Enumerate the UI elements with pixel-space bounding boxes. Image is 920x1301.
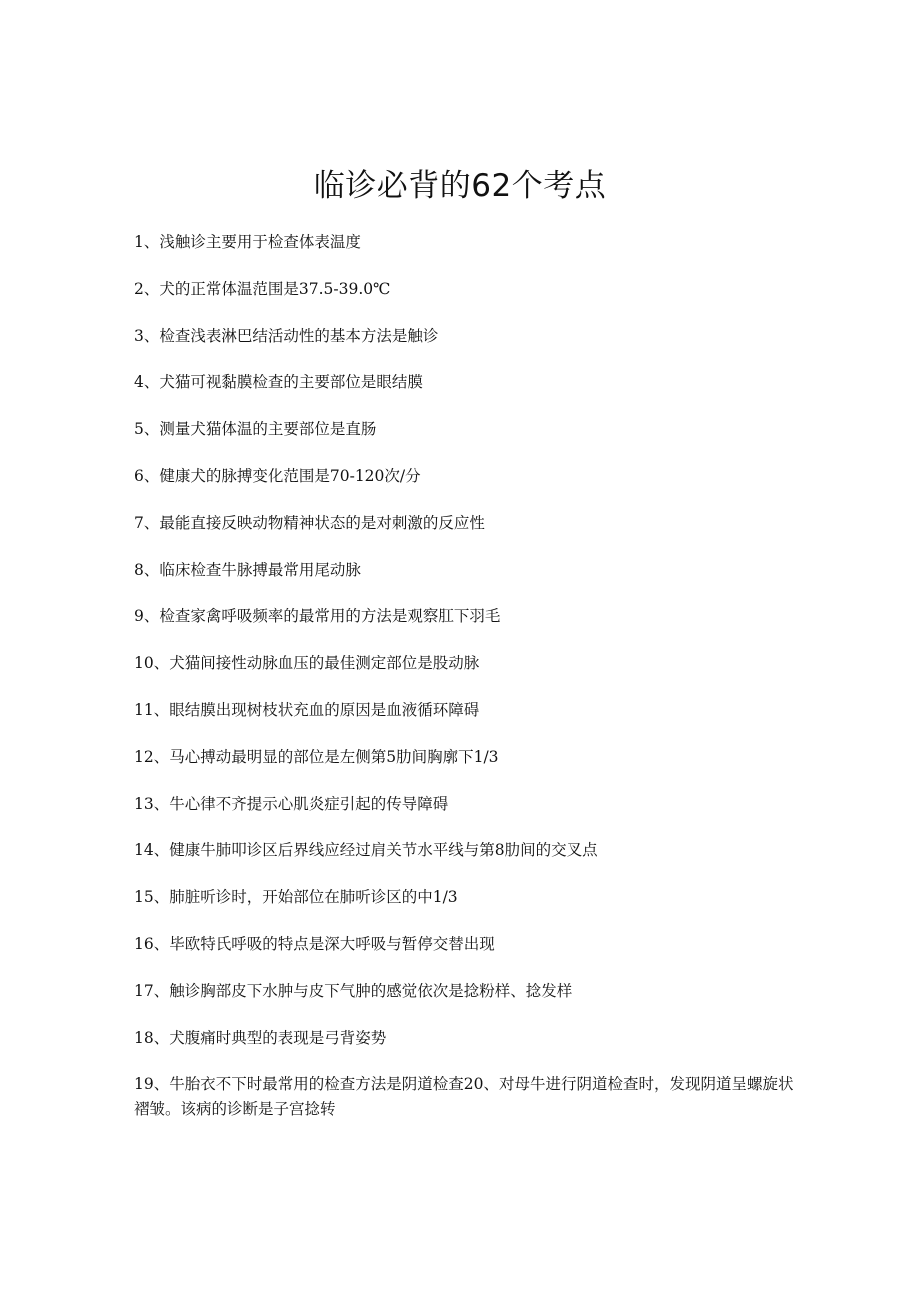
list-item: 10、犬猫间接性动脉血压的最佳测定部位是股动脉 bbox=[134, 654, 480, 673]
item-list bbox=[134, 230, 794, 1144]
list-item: 12、马心搏动最明显的部位是左侧第5肋间胸廓下1/3 bbox=[134, 747, 499, 766]
list-item: 17、触诊胸部皮下水肿与皮下气肿的感觉依次是捻粉样、捻发样 bbox=[134, 981, 573, 1000]
list-item: 14、健康牛肺叩诊区后界线应经过肩关节水平线与第8肋间的交叉点 bbox=[134, 841, 598, 860]
list-item: 11、眼结膜出现树枝状充血的原因是血液循环障碍 bbox=[134, 700, 480, 719]
list-item: 4、犬猫可视黏膜检查的主要部位是眼结膜 bbox=[134, 373, 423, 392]
list-item: 15、肺脏听诊时，开始部位在肺听诊区的中1/3 bbox=[134, 888, 458, 907]
list-item: 2、犬的正常体温范围是37.5-39.0℃ bbox=[134, 279, 391, 298]
list-item: 13、牛心律不齐提示心肌炎症引起的传导障碍 bbox=[134, 794, 449, 813]
list-item: 5、测量犬猫体温的主要部位是直肠 bbox=[134, 420, 377, 439]
list-item: 6、健康犬的脉搏变化范围是70-120次/分 bbox=[134, 466, 421, 485]
list-item: 8、临床检查牛脉搏最常用尾动脉 bbox=[134, 560, 361, 579]
document-title: 临诊必背的62个考点 bbox=[313, 168, 607, 204]
list-item: 16、毕欧特氏呼吸的特点是深大呼吸与暂停交替出现 bbox=[134, 934, 495, 953]
list-item: 3、检查浅表淋巴结活动性的基本方法是触诊 bbox=[134, 326, 439, 345]
list-item: 7、最能直接反映动物精神状态的是对刺激的反应性 bbox=[134, 513, 485, 532]
list-item: 9、检查家禽呼吸频率的最常用的方法是观察肛下羽毛 bbox=[134, 607, 501, 626]
list-item: 1、浅触诊主要用于检查体表温度 bbox=[134, 233, 361, 251]
list-item: 18、犬腹痛时典型的表现是弓背姿势 bbox=[134, 1028, 387, 1047]
list-item: 19、牛胎衣不下时最常用的检查方法是阴道检查20、对母牛进行阴道检查时，发现阴道呈螺旋状褶皱。该病的诊断是子宫捻转 bbox=[134, 1075, 794, 1118]
